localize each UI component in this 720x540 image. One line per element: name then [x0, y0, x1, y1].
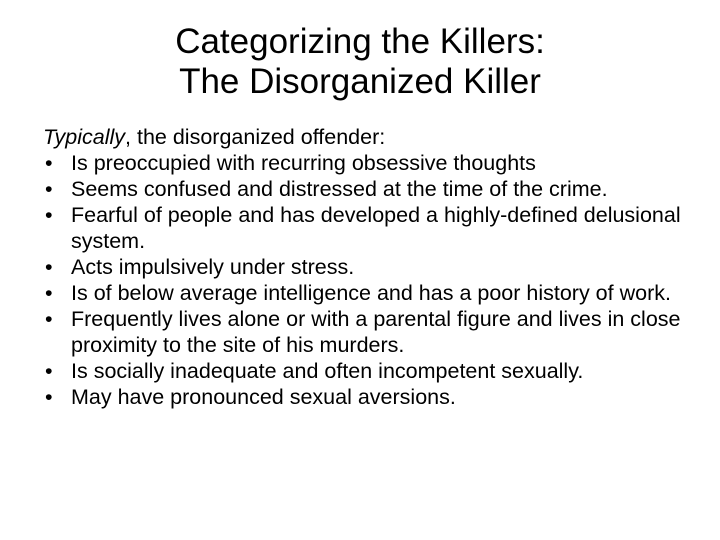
- bullet-text: Fearful of people and has developed a highly-defined delusional system.: [71, 203, 681, 253]
- bullet-text: Is socially inadequate and often incompetent sexually.: [71, 359, 584, 383]
- bullet-text: May have pronounced sexual aversions.: [71, 385, 456, 409]
- list-item: [43, 176, 693, 202]
- bullet-text: Is preoccupied with recurring obsessive thoughts: [71, 151, 536, 175]
- list-item: [43, 384, 693, 410]
- list-item: [43, 280, 693, 306]
- bullet-icon: •: [45, 281, 53, 305]
- list-item: [43, 358, 693, 384]
- bullet-text: Acts impulsively under stress.: [71, 255, 355, 279]
- bullet-icon: •: [45, 151, 53, 175]
- bullet-icon: •: [45, 255, 53, 279]
- bullet-icon: •: [45, 385, 53, 409]
- bullet-list: [43, 150, 693, 410]
- list-item: [43, 254, 693, 280]
- bullet-icon: •: [45, 203, 53, 227]
- intro-rest: , the disorganized offender:: [125, 125, 386, 149]
- bullet-icon: •: [45, 359, 53, 383]
- intro-text: [43, 124, 693, 150]
- list-item: [43, 306, 693, 358]
- intro-emphasis: Typically: [43, 125, 126, 149]
- title-line-2: The Disorganized Killer: [179, 62, 541, 101]
- bullet-icon: •: [45, 307, 53, 331]
- bullet-text: Is of below average intelligence and has a poor history of work.: [71, 281, 671, 305]
- list-item: [43, 202, 693, 254]
- bullet-icon: •: [45, 177, 53, 201]
- slide-body: [43, 124, 693, 410]
- bullet-text: Frequently lives alone or with a parental figure and lives in close proximity to the site of his murders.: [71, 307, 681, 357]
- slide-title: [100, 22, 620, 102]
- list-item: [43, 150, 693, 176]
- title-line-1: Categorizing the Killers:: [175, 22, 545, 61]
- bullet-text: Seems confused and distressed at the time of the crime.: [71, 177, 608, 201]
